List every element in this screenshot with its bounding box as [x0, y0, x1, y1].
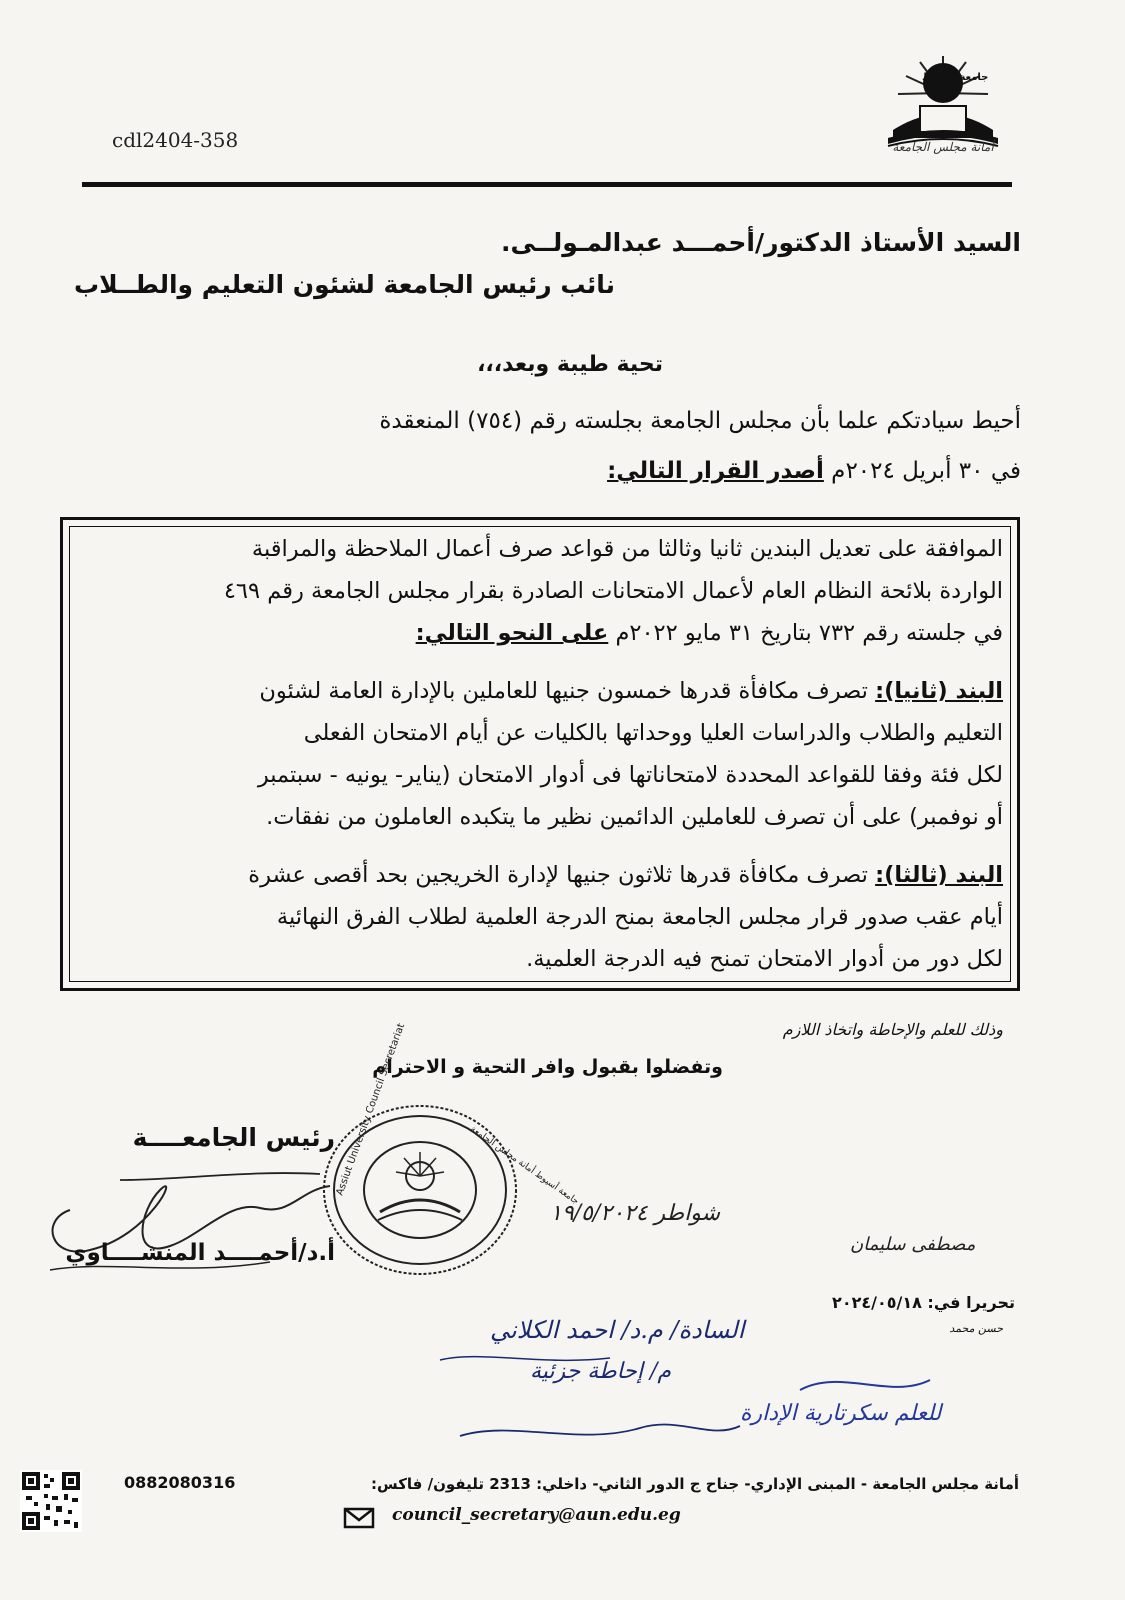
- clerk-name: حسن محمد: [949, 1322, 1003, 1335]
- closing-regards: وتفضلوا بقبول وافر التحية و الاحترام: [372, 1056, 723, 1078]
- decision-line: أو نوفمبر) على أن تصرف للعاملين الدائمين نظير ما يتكبده العاملون من نفقات.: [266, 804, 1003, 830]
- intro-decision-heading: أصدر القرار التالي:: [607, 458, 824, 484]
- header-divider: [82, 182, 1012, 187]
- document-reference-code: cdl2404-358: [112, 128, 239, 152]
- intro-date: في ٣٠ أبريل ٢٠٢٤م: [823, 458, 1021, 484]
- greeting: تحية طيبة وبعد،،،: [477, 352, 663, 377]
- president-name: أ.د/أحمــــد المنشــــاوي: [65, 1240, 335, 1266]
- decision-line: [73, 618, 1003, 648]
- decision-session: في جلسته رقم ٧٣٢ بتاريخ ٣١ مايو ٢٠٢٢م: [608, 620, 1003, 646]
- logo-text: جامعة أسيوط: [922, 72, 989, 83]
- annotation-instruction: م/ إحاطة جزئية: [530, 1359, 672, 1384]
- footer-email-link[interactable]: council_secretary@aun.edu.eg: [392, 1505, 681, 1525]
- item-third-label: البند (ثالثا):: [875, 862, 1003, 888]
- annotation-blue-note: للعلم سكرتارية الإدارة: [740, 1401, 942, 1426]
- president-title: رئيس الجامعــــة: [132, 1123, 335, 1152]
- intro-line-2: [71, 458, 1021, 484]
- decision-line: لكل فئة وفقا للقواعد المحددة لامتحاناتها فى أدوار الامتحان (يناير- يونيه - سبتمبر: [257, 762, 1003, 788]
- annotation-date: شواطر ١٩/٥/٢٠٢٤: [550, 1201, 721, 1226]
- decision-line: أيام عقب صدور قرار مجلس الجامعة بمنح الدرجة العلمية لطلاب الفرق النهائية: [276, 904, 1003, 930]
- item-third-line: [73, 860, 1003, 890]
- email-icon: [344, 1508, 374, 1528]
- item-second-line: [73, 676, 1003, 706]
- seal-text-arabic: جامعة أسيوط أمانة مجلس الجامعة: [468, 1124, 581, 1207]
- footer-phone: 0882080316: [124, 1473, 236, 1492]
- logo-caption: أمانة مجلس الجامعة: [892, 140, 994, 154]
- addressee-title: نائب رئيس الجامعة لشئون التعليم والطــلاب: [74, 270, 615, 299]
- item-second-label: البند (ثانيا):: [875, 678, 1003, 704]
- qr-code-icon: [20, 1470, 82, 1532]
- intro-line-1: أحيط سيادتكم علما بأن مجلس الجامعة بجلسته رقم (٧٥٤) المنعقدة: [379, 408, 1021, 434]
- addressee-name: السيد الأستاذ الدكتور/أحمـــد عبدالمـولــى.: [500, 228, 1021, 257]
- decision-line: الموافقة على تعديل البندين ثانيا وثالثا من قواعد صرف أعمال الملاحظة والمراقبة: [251, 536, 1003, 562]
- item-third-text: تصرف مكافأة قدرها ثلاثون جنيها لإدارة الخريجين بحد أقصى عشرة: [248, 862, 876, 888]
- president-signature: [30, 1150, 350, 1290]
- annotation-recipient: السادة/ م.د/ احمد الكلاني: [490, 1316, 745, 1344]
- date-written: تحريرا في: ٢٠٢٤/٠٥/١٨: [832, 1293, 1015, 1312]
- decision-box: [60, 517, 1020, 991]
- footer-address: أمانة مجلس الجامعة - المبنى الإداري- جناح ج الدور الثاني- داخلي: 2313 تليفون/ فاكس:: [371, 1475, 1019, 1493]
- decision-line: الواردة بلائحة النظام العام لأعمال الامتحانات الصادرة بقرار مجلس الجامعة رقم ٤٦٩: [223, 578, 1003, 604]
- closing-note: وذلك للعلم والإحاطة واتخاذ اللازم: [782, 1020, 1003, 1039]
- signature-name: مصطفى سليمان: [850, 1234, 976, 1255]
- decision-as-follows: على النحو التالي:: [415, 620, 609, 646]
- decision-line: لكل دور من أدوار الامتحان تمنح فيه الدرجة العلمية.: [526, 946, 1003, 972]
- decision-line: التعليم والطلاب والدراسات العليا ووحداتها بالكليات عن أيام الامتحان الفعلى: [303, 720, 1003, 746]
- item-second-text: تصرف مكافأة قدرها خمسون جنيها للعاملين بالإدارة العامة لشئون: [259, 678, 876, 704]
- seal-text-english: Assiut University Council Secretariat: [334, 1022, 408, 1198]
